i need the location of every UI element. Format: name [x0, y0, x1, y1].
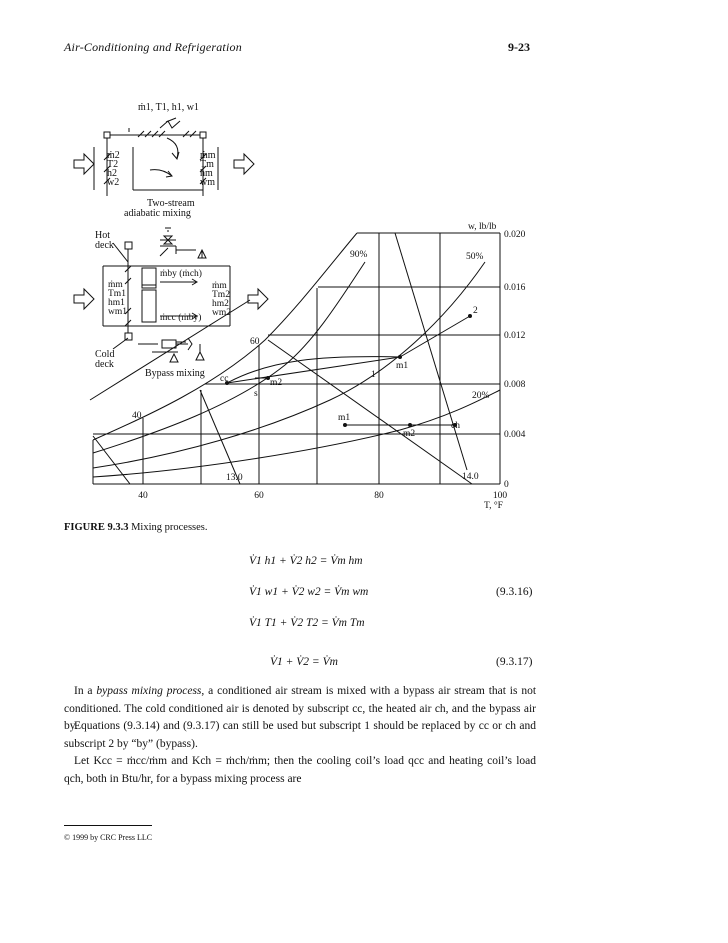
equation-number-9-3-17: (9.3.17) [496, 656, 533, 668]
svg-text:100: 100 [492, 491, 508, 501]
svg-text:m2: m2 [270, 378, 283, 388]
svg-text:80: 80 [374, 491, 384, 501]
page-number: 9-23 [508, 40, 530, 54]
svg-text:hm1: hm1 [108, 298, 125, 308]
svg-text:ṁm: ṁm [200, 150, 216, 161]
paragraph-1-post: , a conditioned air stream is mixed with a bypass air stream that is not conditioned. The cold conditioned air is denoted by subscript cc, the heated air ch, and the bypass air by. [64, 685, 537, 733]
svg-text:0.012: 0.012 [504, 331, 526, 341]
svg-text:40: 40 [132, 411, 142, 421]
two-stream-right-vars [200, 150, 216, 188]
svg-text:60: 60 [254, 491, 264, 501]
bypass-mid-top: ṁby (ṁch) [160, 269, 202, 279]
svg-text:ṁm: ṁm [212, 281, 227, 291]
svg-text:0.020: 0.020 [504, 230, 526, 240]
two-stream-left-vars [107, 150, 120, 188]
equation-temperature: V̇1 T1 + V̇2 T2 = V̇m Tm [249, 617, 365, 629]
svg-text:0.008: 0.008 [504, 380, 526, 390]
bypass-title: Bypass mixing [145, 368, 205, 379]
svg-text:20%: 20% [472, 391, 490, 401]
svg-text:60: 60 [250, 337, 260, 347]
figure-caption-label: FIGURE 9.3.3 [64, 522, 129, 533]
hot-deck-label-2: deck [95, 240, 114, 251]
running-title: Air-Conditioning and Refrigeration [64, 40, 242, 54]
two-stream-title-1: Two-stream [147, 198, 195, 209]
bypass-left-vars [108, 280, 127, 317]
equation-humidity: V̇1 w1 + V̇2 w2 = V̇m wm [249, 586, 369, 598]
svg-text:m1: m1 [396, 361, 409, 371]
svg-text:Tm2: Tm2 [212, 290, 230, 300]
svg-text:hm: hm [200, 168, 213, 179]
svg-text:hm2: hm2 [212, 299, 229, 309]
svg-text:ṁm: ṁm [108, 280, 123, 290]
svg-text:0.004: 0.004 [504, 430, 526, 440]
paragraph-1-emphasis: bypass mixing process [96, 685, 202, 697]
paragraph-coil-loads: Let Kcc = ṁcc/ṁm and Kch = ṁch/ṁm; then the cooling coil’s load qcc and heating coil’s load qch, both in Btu/hr, for a bypass mixing process are [64, 755, 536, 785]
chart-points [225, 314, 472, 427]
svg-text:m1: m1 [338, 413, 351, 423]
svg-text:wm2: wm2 [212, 308, 231, 318]
svg-text:90%: 90% [350, 250, 368, 260]
svg-text:T2: T2 [107, 159, 119, 170]
svg-text:s: s [254, 389, 258, 399]
svg-text:wm: wm [200, 177, 215, 188]
svg-text:13.0: 13.0 [226, 473, 243, 483]
svg-text:0: 0 [504, 480, 509, 490]
svg-text:2: 2 [473, 306, 478, 316]
bypass-mid-bottom: ṁcc (ṁby) [160, 313, 202, 323]
footnote-rule [64, 825, 152, 826]
svg-text:0.016: 0.016 [504, 283, 526, 293]
figure-caption-text: Mixing processes. [131, 522, 208, 533]
two-stream-title-2: adiabatic mixing [124, 208, 191, 219]
svg-text:ch: ch [451, 421, 460, 431]
copyright-footnote: © 1999 by CRC Press LLC [64, 833, 153, 842]
bypass-right-vars [212, 281, 231, 318]
equation-volume: V̇1 + V̇2 = V̇m [270, 656, 338, 668]
x-tick-labels [138, 491, 507, 501]
svg-text:40: 40 [138, 491, 148, 501]
cold-deck-label-2: deck [95, 359, 114, 370]
psychrometric-chart [90, 233, 500, 484]
two-stream-top-label: ṁ1, T1, h1, w1 [138, 102, 199, 113]
paragraph-1-pre: In a [74, 685, 97, 697]
figure-caption [64, 522, 208, 533]
paragraph-equations-note: Equations (9.3.14) and (9.3.17) can still be used but subscript 1 should be replaced by cc or ch and subscript 2 by “by” (bypass). [64, 720, 536, 750]
svg-text:h2: h2 [107, 168, 117, 179]
svg-text:w2: w2 [107, 177, 120, 188]
svg-text:Tm1: Tm1 [108, 289, 126, 299]
svg-text:m2: m2 [403, 429, 416, 439]
equation-number-9-3-16: (9.3.16) [496, 586, 533, 598]
svg-text:cc: cc [220, 374, 229, 384]
svg-text:Tm: Tm [200, 159, 214, 170]
hot-deck-label-1: Hot [95, 230, 110, 241]
enthalpy-labels [132, 337, 479, 483]
svg-text:1: 1 [371, 370, 376, 380]
svg-text:wm1: wm1 [108, 307, 127, 317]
y-axis-title: w, lb/lb [468, 222, 497, 232]
svg-text:14.0: 14.0 [462, 472, 479, 482]
svg-text:ṁ2: ṁ2 [107, 150, 120, 161]
svg-text:50%: 50% [466, 252, 484, 262]
equation-enthalpy: V̇1 h1 + V̇2 h2 = V̇m hm [249, 555, 363, 567]
cold-deck-label-1: Cold [95, 349, 115, 360]
x-axis-title: T, °F [484, 501, 503, 511]
y-tick-labels [504, 230, 526, 490]
